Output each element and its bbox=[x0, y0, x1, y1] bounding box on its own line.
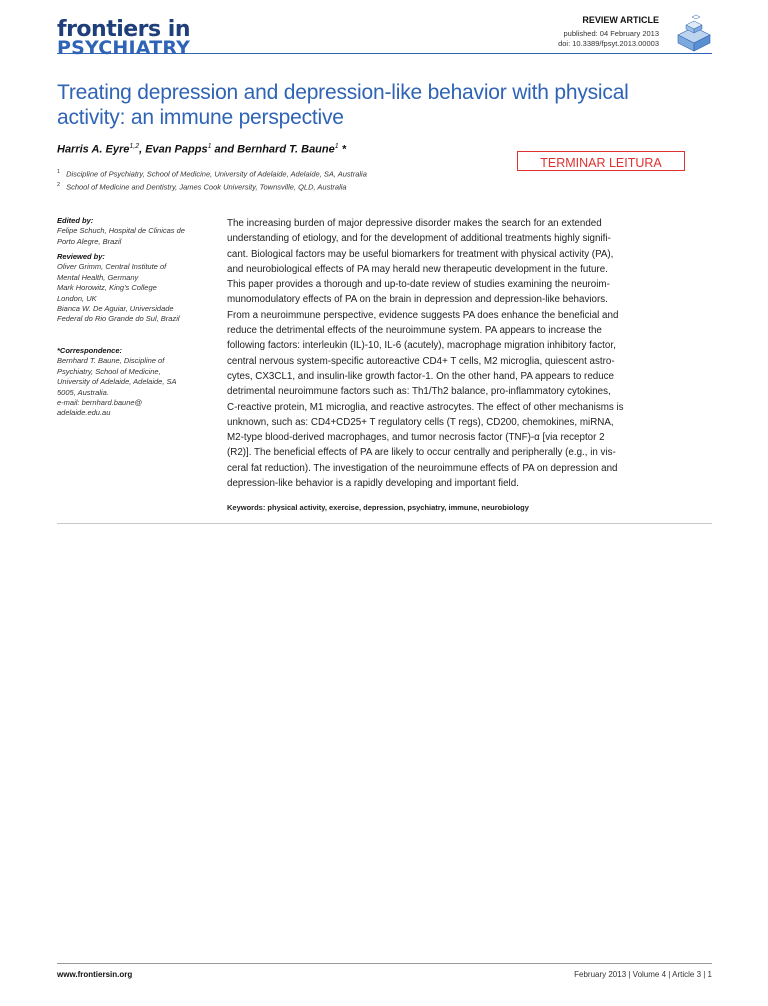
abstract-line: following factors: interleukin (IL)-10, IL-6 (acutely), macrophage migration inhibitory factor, bbox=[227, 340, 616, 352]
sidebar-line: Porto Alegre, Brazil bbox=[57, 236, 122, 246]
abstract-line: depression-like behavior is a rapidly developing and important field. bbox=[227, 478, 519, 490]
abstract-line: central nervous system-specific autoreactive CD4+ T cells, M2 microglia, quiescent astro- bbox=[227, 355, 615, 367]
sidebar-line: Mental Health, Germany bbox=[57, 272, 139, 282]
sidebar-line: London, UK bbox=[57, 293, 97, 303]
abstract-line: reduce the detrimental effects of the neuroimmune system. PA appears to increase the bbox=[227, 325, 602, 337]
abstract-line: unknown, such as: CD4+CD25+ T regulatory cells (T regs), CD200, chemokines, miRNA, bbox=[227, 416, 614, 428]
footer-issue-info: February 2013 | Volume 4 | Article 3 | 1 bbox=[574, 970, 712, 979]
journal-logo-psychiatry: PSYCHIATRY bbox=[57, 37, 191, 59]
abstract-line: cant. Biological factors may be useful biomarkers for treatment with physical activity (PA), bbox=[227, 248, 614, 260]
sidebar-line: University of Adelaide, Adelaide, SA bbox=[57, 377, 177, 387]
sidebar-line: Federal do Rio Grande do Sul, Brazil bbox=[57, 314, 180, 324]
finish-reading-button[interactable]: TERMINAR LEITURA bbox=[517, 151, 685, 171]
doi: doi: 10.3389/fpsyt.2013.00003 bbox=[558, 39, 659, 48]
sidebar-line: Bianca W. De Aguiar, Universidade bbox=[57, 304, 174, 314]
sidebar-line: Mark Horowitz, King's College bbox=[57, 283, 157, 293]
abstract-line: (R2)]. The beneficial effects of PA are likely to occur centrally and peripherally (e.g., in vis- bbox=[227, 447, 616, 459]
footer-rule bbox=[57, 963, 712, 964]
header-rule bbox=[57, 53, 712, 54]
affiliation bbox=[57, 169, 557, 179]
reviewed-by bbox=[57, 252, 217, 325]
sidebar-line: Felipe Schuch, Hospital de Clinicas de bbox=[57, 226, 185, 236]
affiliation-number: 1 bbox=[57, 169, 61, 175]
article-title: Treating depression and depression-like behavior with physical activity: an immune perspective bbox=[57, 81, 629, 129]
article-type: REVIEW ARTICLE bbox=[582, 15, 659, 25]
email-link[interactable]: adelaide.edu.au bbox=[57, 408, 111, 418]
footer-website-link[interactable]: www.frontiersin.org bbox=[57, 970, 133, 979]
edited-by-label: Edited by: bbox=[57, 216, 94, 225]
affiliation-number: 2 bbox=[57, 182, 61, 188]
abstract bbox=[227, 216, 713, 491]
abstract-line: ceral fat reduction). The investigation of the neuroimmune effects of PA on depression and bbox=[227, 462, 618, 474]
abstract-line: M2-type blood-derived macrophages, and tumor necrosis factor (TNF)-α [via receptor 2 bbox=[227, 432, 605, 444]
sidebar-line: Oliver Grimm, Central Institute of bbox=[57, 262, 167, 272]
author-list bbox=[57, 143, 477, 156]
abstract-line: detrimental neuroimmune factors such as: Th1/Th2 balance, pro-inflammatory cytokines, bbox=[227, 386, 611, 398]
section-rule bbox=[57, 523, 712, 524]
sidebar-line: 5005, Australia. bbox=[57, 387, 109, 397]
author-name: and Bernhard T. Baune bbox=[211, 143, 335, 156]
sidebar-line: Bernhard T. Baune, Discipline of bbox=[57, 356, 165, 366]
author-name: , Evan Papps bbox=[139, 143, 208, 156]
keywords: Keywords: physical activity, exercise, depression, psychiatry, immune, neurobiology bbox=[227, 503, 529, 512]
journal-cube-icon bbox=[674, 13, 714, 53]
affiliation-text: Discipline of Psychiatry, School of Medicine, University of Adelaide, Adelaide, SA, Australia bbox=[66, 169, 367, 179]
abstract-line: and neurobiological effects of PA may herald new therapeutic development in the future. bbox=[227, 263, 608, 275]
author-name: Harris A. Eyre bbox=[57, 143, 130, 156]
abstract-line: understanding of etiology, and for the development of additional treatments highly signifi- bbox=[227, 233, 611, 245]
affiliation-text: School of Medicine and Dentistry, James Cook University, Townsville, QLD, Australia bbox=[66, 182, 347, 192]
sidebar-line: Psychiatry, School of Medicine, bbox=[57, 366, 161, 376]
reviewed-by-label: Reviewed by: bbox=[57, 252, 105, 261]
abstract-line: C-reactive protein, M1 microglia, and reactive astrocytes. The effect of other mechanisms is bbox=[227, 401, 624, 413]
correspondence-label: *Correspondence: bbox=[57, 346, 123, 355]
abstract-line: From a neuroimmune perspective, evidence suggests PA does enhance the beneficial and bbox=[227, 309, 619, 321]
affiliation bbox=[57, 182, 557, 192]
edited-by bbox=[57, 216, 217, 247]
journal-logo-frontiers: frontiers in bbox=[57, 17, 190, 42]
abstract-line: This paper provides a thorough and up-to-date review of studies examining the neuroim- bbox=[227, 279, 610, 291]
abstract-line: cytes, CX3CL1, and insulin-like growth factor-1. On the other hand, PA appears to reduce bbox=[227, 370, 615, 382]
email-link[interactable]: e-mail: bernhard.baune@ bbox=[57, 398, 143, 408]
correspondence bbox=[57, 346, 217, 419]
author-affiliation-mark: 1 bbox=[207, 143, 212, 150]
abstract-line: munomodulatory effects of PA on the brain in depression and depression-like behaviors. bbox=[227, 294, 608, 306]
corresponding-star: * bbox=[338, 143, 346, 156]
published-date: published: 04 February 2013 bbox=[563, 29, 659, 38]
author-affiliation-mark: 1,2 bbox=[129, 143, 140, 150]
abstract-line: The increasing burden of major depressive disorder makes the search for an extended bbox=[227, 218, 602, 229]
author-affiliation-mark: 1 bbox=[334, 143, 339, 150]
